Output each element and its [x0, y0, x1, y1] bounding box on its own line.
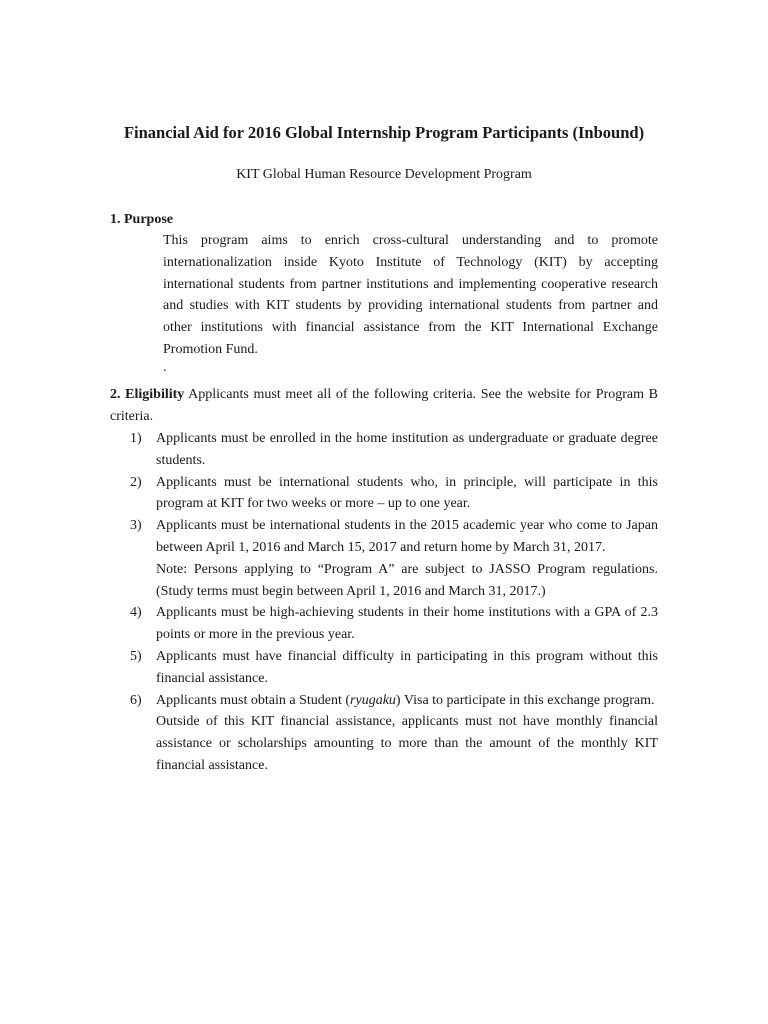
criterion-note: Note: Persons applying to “Program A” are subject to JASSO Program regulations. (Study terms must begin between April 1, 2016 and March 31, 2017.): [156, 561, 658, 599]
criterion-item: [110, 602, 658, 646]
criterion-text: Applicants must be international students who, in principle, will participate in this program at KIT for two weeks or more – up to one year.: [156, 474, 658, 512]
eligibility-intro: Applicants must meet all of the following criteria. See the website for Program B criteria.: [110, 387, 659, 424]
criterion-text: Applicants must have financial difficulty in participating in this program without this financial assistance.: [156, 648, 658, 686]
criterion-number: 4): [130, 605, 142, 621]
criterion-text: Applicants must be high-achieving students in their home institutions with a GPA of 2.3 points or more in the previous year.: [156, 605, 658, 643]
purpose-paragraph: This program aims to enrich cross-cultural understanding and to promote internationalization inside Kyoto Institute of Technology (KIT) by accepting international students from partner institutions and implementing cooperative research and studies with KIT students by providing international students from partner and other institutions with financial assistance from the KIT International Exchange Promotion Fund.: [163, 233, 658, 357]
criterion-item: [110, 690, 658, 777]
criterion-text-after: ) Visa to participate in this exchange program.: [395, 692, 655, 708]
criterion-number: 1): [130, 431, 142, 446]
criterion-number: 2): [130, 474, 142, 490]
eligibility-heading: 2. Eligibility: [110, 387, 185, 402]
purpose-trailing-mark: .: [163, 360, 167, 375]
criterion-text-before: Applicants must obtain a Student (: [156, 692, 351, 708]
document-title: Financial Aid for 2016 Global Internship Program Participants (Inbound): [123, 123, 645, 142]
eligibility-intro-paragraph: [110, 384, 658, 428]
criterion-item: [110, 472, 658, 516]
criterion-number: 6): [130, 692, 142, 708]
criterion-text: Applicants must be international students in the 2015 academic year who come to Japan between April 1, 2016 and March 15, 2017 and return home by March 31, 2017.: [156, 518, 658, 555]
document-subtitle: KIT Global Human Resource Development Program: [236, 167, 532, 182]
criterion-item: [110, 646, 658, 690]
eligibility-criteria-list: [110, 428, 658, 777]
criterion-number: 3): [130, 518, 142, 534]
purpose-heading: 1. Purpose: [110, 212, 173, 227]
criterion-note: Outside of this KIT financial assistance, applicants must not have monthly financial assistance or scholarships amounting to more than the amount of the monthly KIT financial assistance.: [156, 714, 658, 773]
criterion-item: [110, 428, 658, 472]
criterion-text: [156, 690, 658, 712]
criterion-text-italic: ryugaku: [350, 692, 396, 708]
criterion-item: [110, 515, 658, 602]
criterion-number: 5): [130, 648, 142, 664]
criterion-text: Applicants must be enrolled in the home institution as undergraduate or graduate degree students.: [156, 431, 658, 468]
